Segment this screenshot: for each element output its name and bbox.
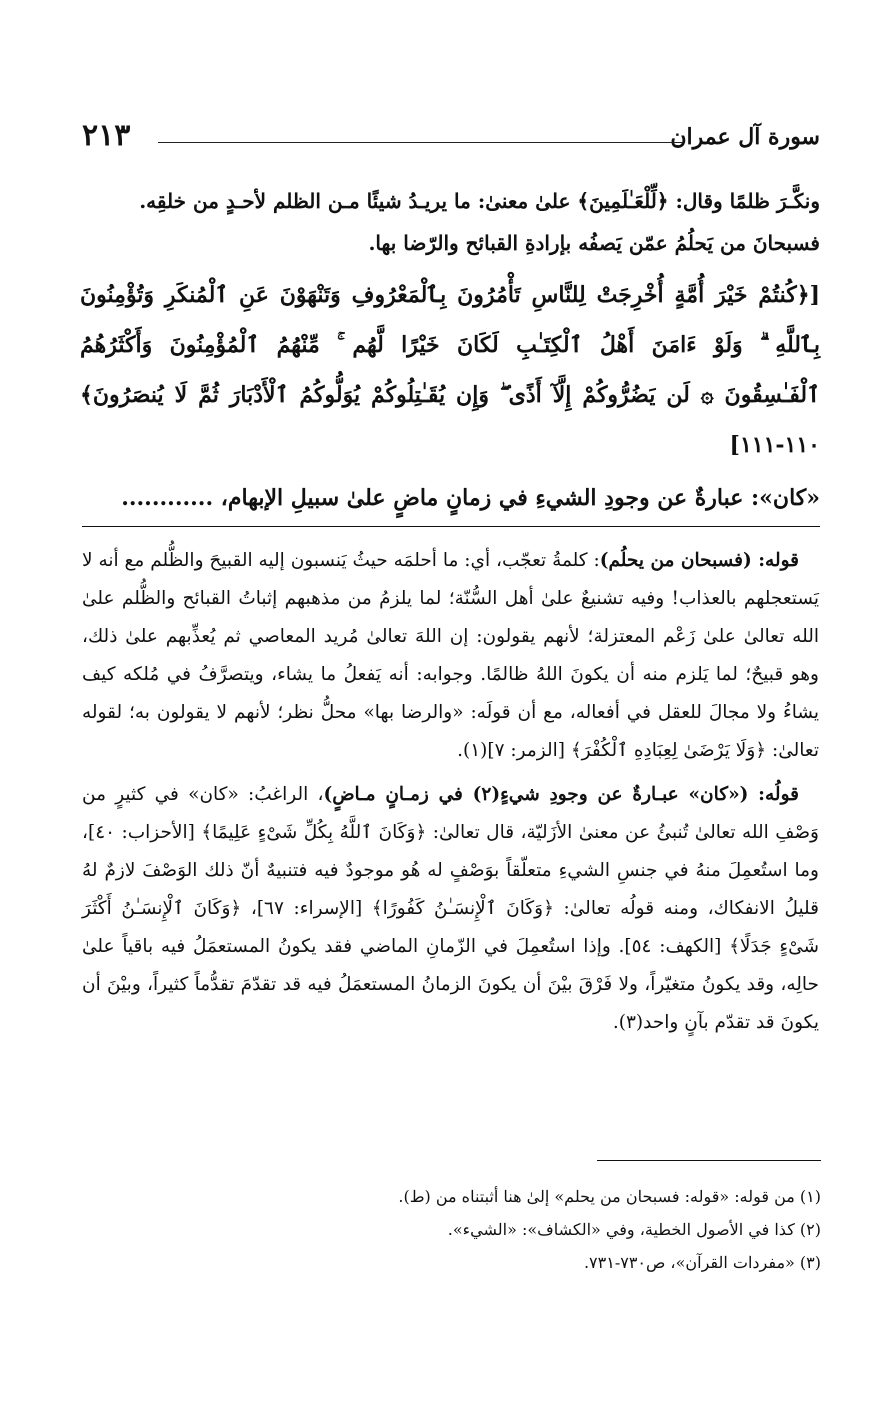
quran-verse: [﴿كُنتُمْ خَيْرَ أُمَّةٍ أُخْرِجَتْ لِلنَّاسِ تَأْمُرُونَ بِٱلْمَعْرُوفِ وَتَنْهَوْنَ عَنِ ٱلْمُنكَرِ وَتُؤْمِنُونَ بِٱللَّهِ ۗ وَلَوْ ءَامَنَ أَهْلُ ٱلْكِتَـٰبِ لَكَانَ خَيْرًا لَّهُم ۚ مِّنْهُمُ ٱلْمُؤْمِنُونَ وَأَكْثَرُهُمُ ٱلْفَـٰسِقُونَ ۞ لَن يَضُرُّوكُمْ إِلَّآ أَذًى ۖ وَإِن يُقَـٰتِلُوكُمْ يُوَلُّوكُمُ ٱلْأَدْبَارَ ثُمَّ لَا يُنصَرُونَ﴾ ١١٠-١١١] — [80, 282, 820, 458]
page-number: ٢١٣ — [82, 118, 131, 153]
running-title: سورة آل عمران — [670, 124, 820, 150]
main-text — [80, 180, 820, 520]
footnote-divider — [597, 1160, 821, 1161]
section-divider — [82, 526, 820, 527]
kana-definition: «كان»: عبارةٌ عن وجودِ الشيءِ في زمانٍ ماضٍ علىٰ سبيلِ الإبهام، ............ — [121, 485, 820, 511]
footnote-3: (٣) «مفردات القرآن»، ص٧٣٠-٧٣١. — [583, 1253, 821, 1272]
header-rule — [158, 142, 682, 143]
commentary-lead-2: قولُه: («كان» عبـارةٌ عن وجودِ شيءٍ(٢) في زمـانٍ مـاضٍ) — [323, 784, 799, 805]
commentary-body-1: : كلمةُ تعجّب، أي: ما أحلمَه حيثُ يَنسبون إليه القبيحَ والظُّلم مع أنه لا يَستعجلهم بالعذاب! وفيه تشنيعٌ علىٰ أهل السُّنّة؛ لما يلزمُ من مذهبهم إثباتُ القبائح والظُّلم علىٰ الله تعالىٰ علىٰ زَعْم المعتزلة؛ لأنهم يقولون: إن اللهَ تعالىٰ مُريد المعاصي ثم يُعذِّبهم علىٰ ذلك، وهو قبيحٌ؛ لما يَلزم منه أن يكونَ اللهُ ظالمًا. وجوابه: أنه يَفعلُ ما يشاء، ويتصرَّفُ في مُلكه كيف يشاءُ ولا مجالَ للعقل في أفعاله، مع أن قولَه: «والرضا بها» محلُّ نظر؛ لأنهم لا يقولون به؛ لقوله تعالىٰ: ﴿وَلَا يَرْضَىٰ لِعِبَادِهِ ٱلْكُفْرَ﴾ [الزمر: ٧](١). — [82, 550, 819, 761]
commentary-lead-1: قوله: (فسبحان من يحلُم) — [599, 550, 799, 571]
main-line-1: ونكَّـرَ ظلمًا وقال: ﴿لِّلْعَـٰلَمِينَ﴾ علىٰ معنىٰ: ما يريـدُ شيئًا مـن الظلم لأحـدٍ من خلقِه. — [139, 189, 820, 213]
footnotes — [121, 1180, 821, 1279]
commentary-body-2: ، الراغبُ: «كان» في كثيرٍ من وَصْفِ الله تعالىٰ تُنبئُ عن معنىٰ الأزَليّة، قال تعالىٰ: ﴿وَكَانَ ٱللَّهُ بِكُلِّ شَىْءٍ عَلِيمًا﴾ [الأحزاب: ٤٠]، وما استُعمِلَ منهُ في جنسِ الشيءِ متعلّقاً بوَصْفٍ له هُو موجودٌ فيه فتنبيهٌ أنّ ذلك الوَصْفَ لازمٌ لهُ قليلُ الانفكاك، ومنه قولُه تعالىٰ: ﴿وَكَانَ ٱلْإِنسَـٰنُ كَفُورًا﴾ [الإسراء: ٦٧]، ﴿وَكَانَ ٱلْإِنسَـٰنُ أَكْثَرَ شَىْءٍ جَدَلًا﴾ [الكهف: ٥٤]. وإذا استُعمِلَ في الزّمانِ الماضي فقد يكونُ المستعمَلُ فيه باقياً علىٰ حالِه، وقد يكونُ متغيّراً، ولا فَرْقَ بيْنَ أن يكونَ الزمانُ المستعمَلُ فيه قد تقدّمَ تقدُّماً كثيراً، وبيْنَ أن يكونَ قد تقدّم بآنٍ واحد(٣). — [82, 784, 820, 1033]
footnote-1: (١) من قوله: «قوله: فسبحان من يحلم» إلىٰ هنا أثبتناه من (ط). — [398, 1187, 821, 1206]
commentary-paragraph-1 — [82, 542, 819, 770]
commentary — [82, 542, 819, 1048]
commentary-paragraph-2 — [82, 776, 819, 1042]
footnote-2: (٢) كذا في الأصول الخطية، وفي «الكشاف»: «الشيء». — [447, 1220, 821, 1239]
main-line-2: فسبحانَ من يَحلُمُ عمّن يَصفُه بإرادةِ القبائح والرّضا بها. — [368, 231, 820, 255]
page-header — [82, 118, 820, 168]
